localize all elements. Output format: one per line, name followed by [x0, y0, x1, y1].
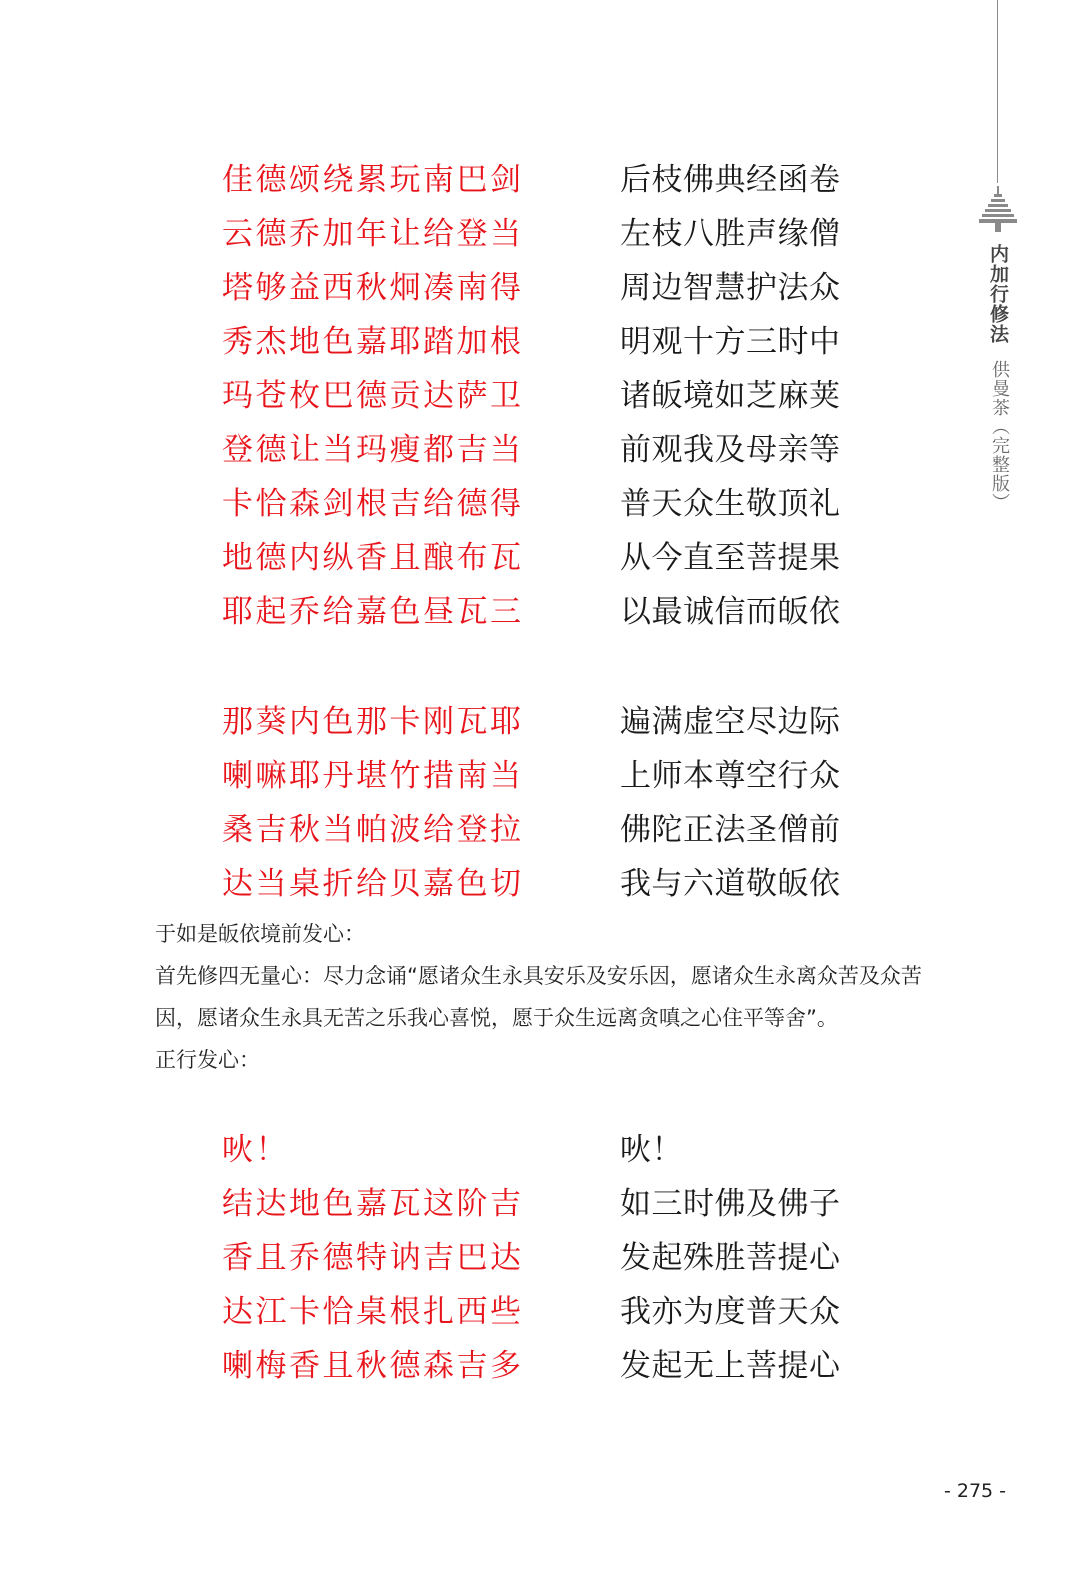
transliteration-line: 登德让当玛瘦都吉当	[222, 432, 524, 468]
verse-row	[222, 702, 902, 756]
translation-line: 左枝八胜声缘僧	[620, 216, 841, 252]
transliteration-line: 佳德颂绕累玩南巴剑	[222, 162, 524, 198]
translation-line: 前观我及母亲等	[620, 432, 841, 468]
transliteration-line: 香且乔德特讷吉巴达	[222, 1240, 524, 1276]
transliteration-line: 喇嘛耶丹堪竹措南当	[222, 758, 524, 794]
instruction-paragraph: 首先修四无量心：尽力念诵“愿诸众生永具安乐及安乐因，愿诸众生永离众苦及众苦因，愿诸众生永具无苦之乐我心喜悦，愿于众生远离贪嗔之心住平等舍”。	[155, 964, 922, 1030]
verse-row	[222, 538, 902, 592]
instruction-line: 于如是皈依境前发心：	[155, 922, 365, 946]
verse-row	[222, 214, 902, 268]
section-title: 内加行修法	[987, 244, 1009, 344]
verse-row	[222, 268, 902, 322]
transliteration-line: 卡恰森剑根吉给德得	[222, 486, 524, 522]
verse-row	[222, 430, 902, 484]
verse-row	[222, 756, 902, 810]
pagoda-icon	[978, 186, 1018, 232]
transliteration-line: 达当桌折给贝嘉色切	[222, 866, 524, 902]
translation-line: 从今直至菩提果	[620, 540, 841, 576]
verse-row	[222, 1238, 902, 1292]
transliteration-line: 秀杰地色嘉耶踏加根	[222, 324, 524, 360]
transliteration-line: 结达地色嘉瓦这阶吉	[222, 1186, 524, 1222]
section-subtitle: 供曼茶（完整版）	[989, 360, 1010, 512]
translation-line: 发起无上菩提心	[620, 1348, 841, 1384]
translation-line: 佛陀正法圣僧前	[620, 812, 841, 848]
refuge-summary-verses	[222, 702, 902, 918]
transliteration-line: 玛苍枚巴德贡达萨卫	[222, 378, 524, 414]
verse-row	[222, 1346, 902, 1400]
transliteration-line: 塔够益西秋炯凑南得	[222, 270, 524, 306]
transliteration-line: 云德乔加年让给登当	[222, 216, 524, 252]
transliteration-line: 那葵内色那卡刚瓦耶	[222, 704, 524, 740]
page-number: - 275 -	[943, 1480, 1007, 1502]
translation-line: 诸皈境如芝麻荚	[620, 378, 841, 414]
instruction-line: 正行发心：	[155, 1048, 260, 1072]
margin-rule	[997, 0, 998, 183]
transliteration-line: 桑吉秋当帕波给登拉	[222, 812, 524, 848]
translation-line: 以最诚信而皈依	[620, 594, 841, 630]
verse-row	[222, 864, 902, 918]
translation-line: 我与六道敬皈依	[620, 866, 841, 902]
verse-row	[222, 1292, 902, 1346]
verse-row	[222, 810, 902, 864]
transliteration-line: 喇梅香且秋德森吉多	[222, 1348, 524, 1384]
translation-line: 如三时佛及佛子	[620, 1186, 841, 1222]
translation-line: 遍满虚空尽边际	[620, 704, 841, 740]
translation-line: 我亦为度普天众	[620, 1294, 841, 1330]
refuge-verses	[222, 160, 902, 646]
translation-line: 周边智慧护法众	[620, 270, 841, 306]
translation-line: 吙！	[620, 1132, 683, 1168]
verse-row	[222, 1184, 902, 1238]
instruction-text	[155, 913, 955, 1081]
verse-row	[222, 160, 902, 214]
verse-row	[222, 592, 902, 646]
verse-row	[222, 322, 902, 376]
verse-row	[222, 1130, 902, 1184]
translation-line: 后枝佛典经函卷	[620, 162, 841, 198]
verse-row	[222, 376, 902, 430]
transliteration-line: 达江卡恰桌根扎西些	[222, 1294, 524, 1330]
translation-line: 上师本尊空行众	[620, 758, 841, 794]
translation-line: 明观十方三时中	[620, 324, 841, 360]
transliteration-line: 地德内纵香且酿布瓦	[222, 540, 524, 576]
translation-line: 发起殊胜菩提心	[620, 1240, 841, 1276]
verse-row	[222, 484, 902, 538]
bodhicitta-verses	[222, 1130, 902, 1400]
transliteration-line: 耶起乔给嘉色昼瓦三	[222, 594, 524, 630]
transliteration-line: 吙！	[222, 1132, 289, 1168]
translation-line: 普天众生敬顶礼	[620, 486, 841, 522]
